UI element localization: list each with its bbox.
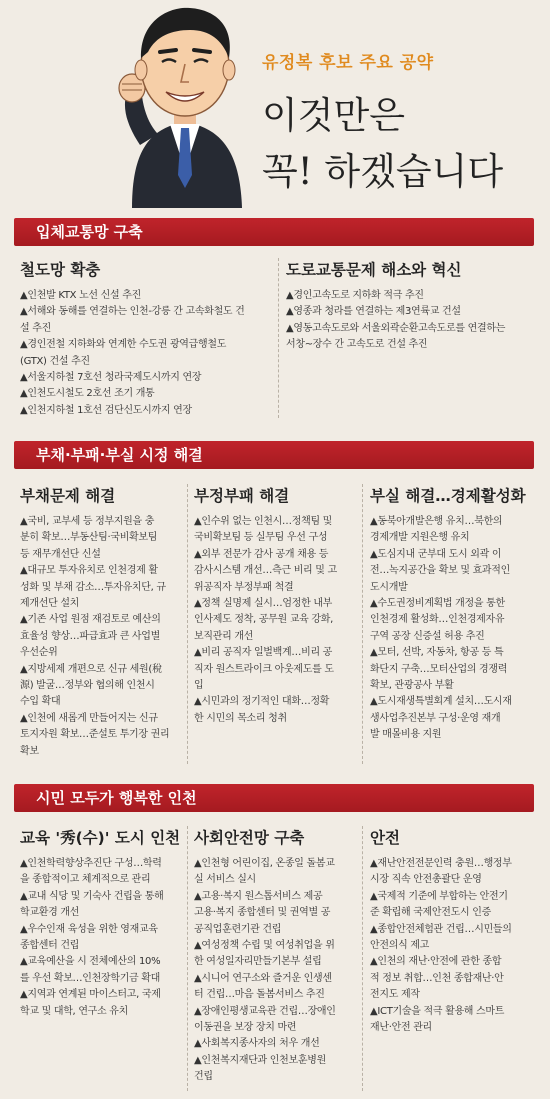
list-item: 도시개발 [370,581,408,593]
column-safety [370,826,536,1036]
column-debt [20,484,186,760]
list-item: ▲인천에 새롭게 만들어지는 신규 [20,712,158,724]
column-title: 철도망 확충 [20,261,101,279]
list-item: 화단지 구축…모터산업의 경쟁력 [370,663,508,675]
list-item: ▲외부 전문가 감사 공개 채용 등 [194,548,329,560]
list-item: ▲경인전철 지하화와 연계한 수도권 광역급행철도 [20,339,227,351]
list-item: ▲인천발 KTX 노선 신설 추진 [20,290,141,301]
list-item: 설 추진 [20,322,51,334]
headline-line-2: 꼭! 하겠습니다 [262,150,504,193]
list-item: 건립 [194,1071,213,1083]
list-item: ▲서울지하철 7호선 청라국제도시까지 연장 [20,372,202,384]
list-item: ▲정책 실명제 실시…엄정한 내부 [194,598,333,610]
list-item: 인사제도 정착, 공무원 교육 강화, [194,614,333,626]
list-item: 한 여성일자리만들기본부 설립 [194,956,322,968]
list-item: 터 건립…마음 돌봄서비스 추진 [194,989,325,1001]
list-item: ▲지방세제 개편으로 신규 세원(稅 [20,663,162,675]
section-title-citizens: 시민 모두가 행복한 인천 [14,784,534,812]
list-item: ▲도심지내 군부대 도시 외곽 이 [370,548,502,560]
list-item: ▲경인고속도로 지하화 적극 추진 [286,290,424,301]
list-item: ▲대규모 투자유치로 인천경제 활 [20,565,158,577]
list-item: 시장 직속 안전총괄단 운영 [370,874,482,886]
list-item: 학교 및 대학, 연구소 유치 [20,1005,128,1017]
column-economy [370,484,536,744]
list-item: ▲수도권정비계획법 개정을 통한 [370,598,505,610]
list-item: ▲인천학력향상추진단 구성…학력 [20,858,162,869]
list-item: ▲인천지하철 1호선 검단신도시까지 연장 [20,404,192,416]
list-item: 를 우선 확보…인천장학기금 확대 [20,972,161,984]
list-item: 직자 원스트라이크 아웃제도를 도 [194,663,334,675]
column-title: 도로교통문제 해소와 혁신 [286,261,462,279]
list-item: ▲교내 식당 및 기숙사 건립을 통해 [20,890,164,902]
list-item: 이동권을 보장 장치 마련 [194,1022,297,1034]
list-item: ▲재난안전전문인력 충원…행정부 [370,858,512,869]
list-item: 전지도 제작 [370,989,420,1001]
list-item: 우선순위 [20,647,58,659]
item-list [286,288,536,354]
list-item: 서창~장수 간 고속도로 건설 추진 [286,339,428,351]
header [0,0,550,210]
column-social-safety [194,826,360,1086]
list-item: ▲장애인평생교육관 건립…장애인 [194,1005,336,1017]
list-item: 국비확보팀 등 실무팀 우선 구성 [194,532,328,544]
list-item: ▲동북아개발은행 유치…북한의 [370,516,503,527]
list-item: ▲인천의 재난·안전에 관한 종합 [370,956,502,968]
list-item: ▲인천도시철도 2호선 조기 개통 [20,388,155,400]
list-item: 생사업추진본부 구성·운영 재개 [370,712,501,724]
list-item: 등 재무개선단 신설 [20,548,101,560]
list-item: 보직관리 개선 [194,630,254,642]
column-road [286,258,536,354]
column-divider [278,258,279,418]
list-item: 안전의식 제고 [370,940,430,952]
list-item: 감사시스템 개선…측근 비리 및 고 [194,565,337,577]
column-title: 부채문제 해결 [20,487,116,505]
headline [262,88,503,200]
list-item: 종합센터 건립 [20,940,80,952]
list-item: 수입 확대 [20,696,61,708]
column-divider [362,826,363,1091]
list-item: ▲시니어 연구소와 즐거운 인생센 [194,972,332,984]
list-item: 발 매몰비용 지원 [370,729,442,741]
list-item: ▲기존 사업 원점 재검토로 예산의 [20,614,161,626]
item-list [370,514,536,744]
list-item: 위공직자 부정부패 척결 [194,581,294,593]
list-item: ▲인수위 없는 인천시…정책팀 및 [194,516,333,527]
item-list [20,856,186,1020]
list-item: ▲지역과 연계된 마이스터고, 국제 [20,989,161,1001]
item-list [370,856,536,1036]
list-item: 확보 [20,745,39,757]
list-item: 을 종합적이고 체계적으로 관리 [20,874,151,886]
list-item: 준 확립해 국제안전도시 인증 [370,907,491,919]
list-item: 입 [194,680,204,692]
list-item: 인천경제 활성화…인천경제자유 [370,614,505,626]
column-title: 교육 '秀(수)' 도시 인천 [20,829,181,847]
list-item: 제개선단 설치 [20,598,80,610]
column-title: 부실 해결…경제활성화 [370,487,526,505]
list-item: ▲모터, 선박, 자동차, 항공 등 특 [370,647,504,659]
section-title-debt-corruption: 부채·부패·부실 시정 해결 [14,441,534,469]
list-item: 성화 및 부채 감소…투자유치단, 규 [20,581,166,593]
list-item: 전…녹지공간을 확보 및 효과적인 [370,565,511,577]
list-item: ▲도시재생특별회계 설치…도시재 [370,696,512,708]
list-item: ▲여성정책 수립 및 여성취업을 위 [194,940,335,952]
list-item: 분히 확보…부동산팀·국비확보팀 [20,532,158,544]
headline-line-1: 이것만은 [262,94,405,137]
section-title-transport: 입체교통망 구축 [14,218,534,246]
list-item: 고용·복지 종합센터 및 권역별 공 [194,907,331,919]
list-item: ▲고용·복지 원스톱서비스 제공 [194,890,323,902]
subtitle: 유정복 후보 주요 공약 [262,53,434,73]
column-divider [362,484,363,764]
list-item: ▲사회복지종사자의 처우 개선 [194,1038,320,1050]
column-education [20,826,186,1020]
candidate-caricature [110,0,260,208]
list-item: 학교환경 개선 [20,907,80,919]
column-corruption [194,484,360,727]
list-item: 공직업훈련기관 건립 [194,923,282,935]
column-title: 안전 [370,829,400,847]
list-item: ▲인천형 어린이집, 온종일 돌봄교 [194,858,335,869]
item-list [20,288,282,419]
list-item: 실 서비스 실시 [194,874,256,886]
column-title: 부정부패 해결 [194,487,290,505]
list-item: 확보, 관광공사 부활 [370,680,454,692]
list-item: 효율성 향상…파급효과 큰 사업별 [20,630,161,642]
column-divider [187,826,188,1091]
list-item: 토지자원 확보…준설토 투기장 권리 [20,729,170,741]
list-item: 경제개발 지원은행 유치 [370,532,470,544]
list-item: 구역 공장 신증설 허용 추진 [370,630,485,642]
list-item: ▲국제적 기준에 부합하는 안전기 [370,890,508,902]
list-item: ▲시민과의 정기적인 대화…정확 [194,696,330,708]
list-item: 적 정보 취합…인천 종합재난·안 [370,972,504,984]
list-item: ▲서해와 동해를 연결하는 인천-강릉 간 고속화철도 건 [20,306,245,318]
column-divider [187,484,188,764]
list-item: ▲국비, 교부세 등 정부지원을 충 [20,516,155,527]
list-item: ▲종합안전체험관 건립…시민들의 [370,923,512,935]
item-list [194,514,360,727]
column-title: 사회안전망 구축 [194,829,305,847]
list-item: ▲비리 공직자 일벌백계…비리 공 [194,647,333,659]
list-item: 재난·안전 관리 [370,1022,432,1034]
list-item: ▲우수인재 육성을 위한 영재교육 [20,923,158,935]
item-list [194,856,360,1086]
list-item: ▲영종과 청라를 연결하는 제3연륙교 건설 [286,306,461,318]
item-list [20,514,186,760]
list-item: (GTX) 건설 추진 [20,355,90,367]
list-item: ▲영동고속도로와 서울외곽순환고속도로를 연결하는 [286,322,506,334]
column-rail [20,258,282,419]
list-item: ▲ICT기술을 적극 활용해 스마트 [370,1005,505,1017]
list-item: 源) 발굴…정부와 협의해 인천시 [20,680,155,692]
list-item: ▲인천복지재단과 인천보훈병원 [194,1054,326,1066]
list-item: 한 시민의 목소리 청취 [194,712,287,724]
list-item: ▲교육예산을 시 전체예산의 10% [20,956,161,968]
